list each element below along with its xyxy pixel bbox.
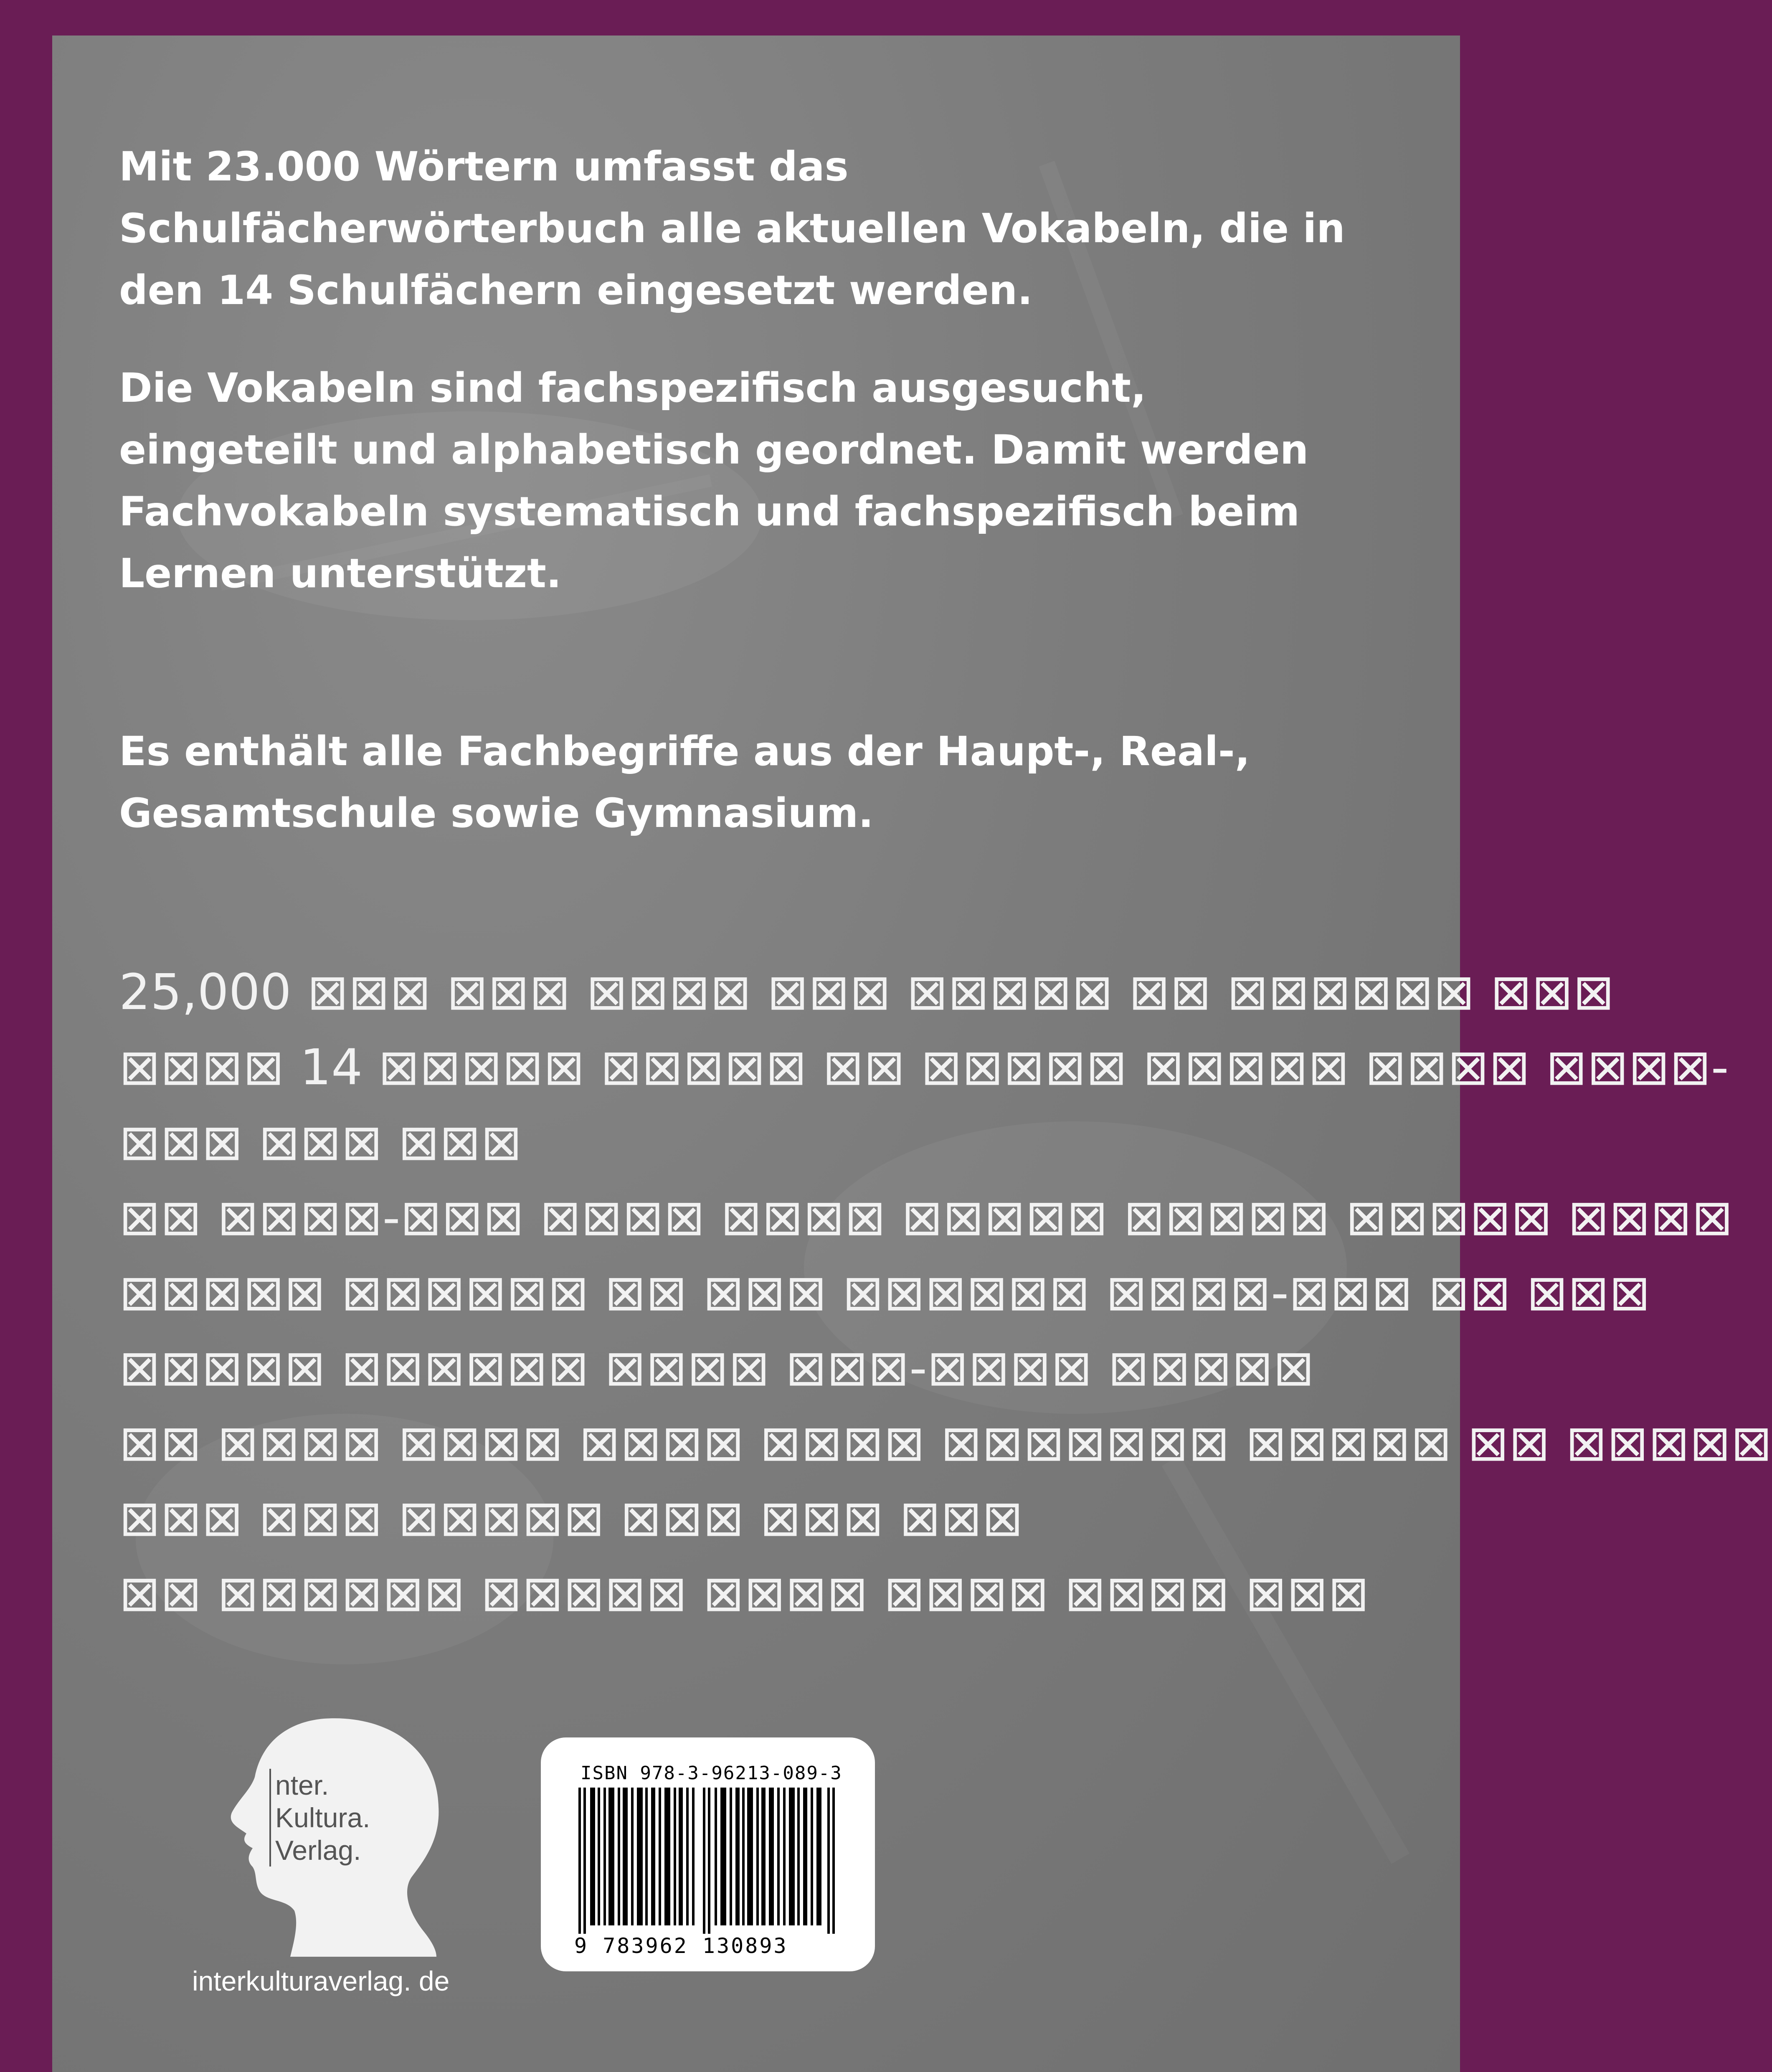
text-line: den 14 Schulfächern eingesetzt werden. bbox=[119, 267, 1033, 314]
text-line: ⊠⊠ ⊠⊠⊠⊠⊠⊠ ⊠⊠⊠⊠⊠ ⊠⊠⊠⊠ ⊠⊠⊠⊠ ⊠⊠⊠⊠ ⊠⊠⊠ bbox=[119, 1565, 1369, 1622]
isbn-barcode bbox=[541, 1737, 875, 1971]
text-line: ⊠⊠ ⊠⊠⊠⊠ ⊠⊠⊠⊠ ⊠⊠⊠⊠ ⊠⊠⊠⊠ ⊠⊠⊠⊠⊠⊠⊠ ⊠⊠⊠⊠⊠ ⊠⊠ ⊠⊠⊠⊠⊠ bbox=[119, 1414, 1772, 1472]
text-line: ⊠⊠⊠⊠ 14 ⊠⊠⊠⊠⊠ ⊠⊠⊠⊠⊠ ⊠⊠ ⊠⊠⊠⊠⊠ ⊠⊠⊠⊠⊠ ⊠⊠⊠⊠ ⊠⊠⊠⊠- bbox=[119, 1038, 1729, 1096]
isbn-label: ISBN 978-3-96213-089-3 bbox=[581, 1763, 842, 1784]
german-paragraph-2 bbox=[119, 357, 1372, 604]
text-line: Gesamtschule sowie Gymnasium. bbox=[119, 790, 874, 837]
logo-line: nter. bbox=[269, 1769, 370, 1801]
logo-line: Kultura. bbox=[269, 1801, 370, 1834]
text-line: ⊠⊠⊠ ⊠⊠⊠ ⊠⊠⊠⊠⊠ ⊠⊠⊠ ⊠⊠⊠ ⊠⊠⊠ bbox=[119, 1489, 1023, 1547]
chalkboard-background bbox=[52, 36, 1772, 2072]
text-line: Fachvokabeln systematisch und fachspezifisch beim bbox=[119, 488, 1300, 535]
text-line: ⊠⊠ ⊠⊠⊠⊠-⊠⊠⊠ ⊠⊠⊠⊠ ⊠⊠⊠⊠ ⊠⊠⊠⊠⊠ ⊠⊠⊠⊠⊠ ⊠⊠⊠⊠⊠ ⊠⊠⊠⊠ bbox=[119, 1189, 1733, 1246]
foreign-language-paragraph bbox=[119, 954, 1772, 1631]
text-line: Mit 23.000 Wörtern umfasst das bbox=[119, 143, 849, 190]
text-line: ⊠⊠⊠ ⊠⊠⊠ ⊠⊠⊠ bbox=[119, 1113, 522, 1171]
german-paragraph-3 bbox=[119, 720, 1372, 844]
text-line: Es enthält alle Fachbegriffe aus der Haupt-, Real-, bbox=[119, 728, 1250, 775]
text-line: eingeteilt und alphabetisch geordnet. Damit werden bbox=[119, 426, 1309, 473]
text-line: Schulfächerwörterbuch alle aktuellen Vokabeln, die in bbox=[119, 205, 1345, 252]
ean-digits: 9 783962 130893 bbox=[574, 1934, 788, 1958]
logo-line: Verlag. bbox=[269, 1834, 370, 1867]
text-line: ⊠⊠⊠⊠⊠ ⊠⊠⊠⊠⊠⊠ ⊠⊠ ⊠⊠⊠ ⊠⊠⊠⊠⊠⊠ ⊠⊠⊠⊠-⊠⊠⊠ ⊠⊠ ⊠⊠⊠ bbox=[119, 1264, 1650, 1321]
german-paragraph-1 bbox=[119, 136, 1372, 321]
text-line: 25,000 ⊠⊠⊠ ⊠⊠⊠ ⊠⊠⊠⊠ ⊠⊠⊠ ⊠⊠⊠⊠⊠ ⊠⊠ ⊠⊠⊠⊠⊠⊠ ⊠⊠⊠ bbox=[119, 963, 1615, 1021]
barcode-bars bbox=[578, 1788, 837, 1934]
text-line: ⊠⊠⊠⊠⊠ ⊠⊠⊠⊠⊠⊠ ⊠⊠⊠⊠ ⊠⊠⊠-⊠⊠⊠⊠ ⊠⊠⊠⊠⊠ bbox=[119, 1339, 1315, 1397]
publisher-url: interkulturaverlag. de bbox=[192, 1965, 450, 1996]
text-line: Lernen unterstützt. bbox=[119, 550, 562, 597]
text-line: Die Vokabeln sind fachspezifisch ausgesucht, bbox=[119, 365, 1146, 411]
publisher-logo-text bbox=[269, 1769, 370, 1867]
